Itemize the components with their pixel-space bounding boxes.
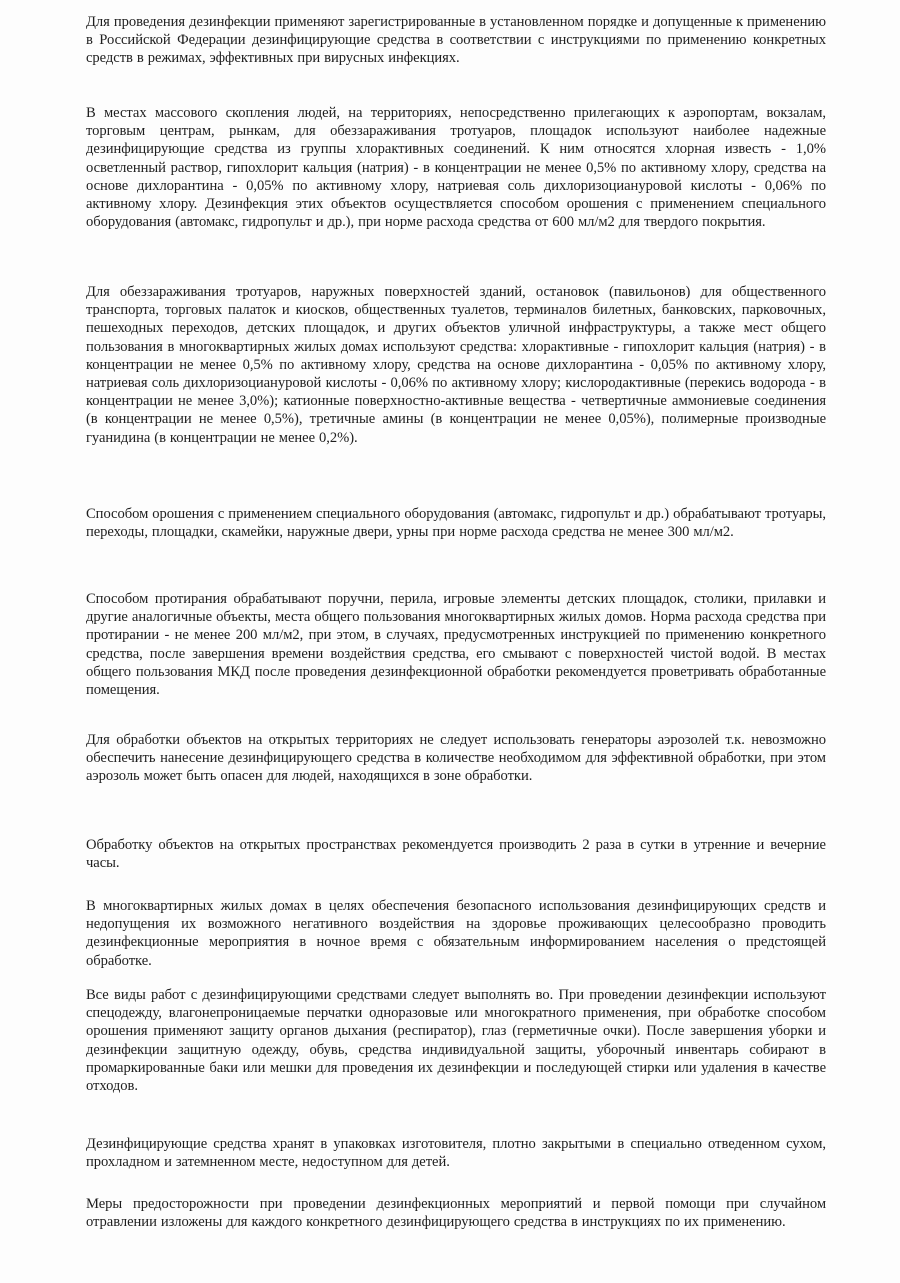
paragraph-aerosol-warning: Для обработки объектов на открытых территориях не следует использовать генераторы аэрозолей т.к. невозможно обеспечить нанесение дезинфицирующего средства в количестве необходимом для эффективной обработки, при этом аэрозоль может быть опасен для людей, находящихся в зоне обработки. [86,732,826,785]
paragraph-apartment-buildings: В многоквартирных жилых домах в целях обеспечения безопасного использования дезинфицирующих средств и недопущения их возможного негативного воздействия на здоровье проживающих целесообразно проводить дезинфекционные мероприятия в ночное время с обязательным информированием населения о предстоящей обработке. [86,898,826,969]
paragraph-irrigation-method: Способом орошения с применением специального оборудования (автомакс, гидропульт и др.) обрабатывают тротуары, переходы, площадки, скамейки, наружные двери, урны при норме расхода средства не менее 300 мл/м2. [86,506,826,541]
paragraph-storage: Дезинфицирующие средства хранят в упаковках изготовителя, плотно закрытыми в специально отведенном сухом, прохладном и затемненном месте, недоступном для детей. [86,1136,826,1171]
paragraph-urban-infrastructure: Для обеззараживания тротуаров, наружных поверхностей зданий, остановок (павильонов) для общественного транспорта, торговых палаток и киосков, общественных туалетов, терминалов билетных, банковских, парковочных, пешеходных переходов, детских площадок, и других объектов уличной инфраструктуры, а также мест общего пользования в многоквартирных жилых домах используют средства: хлорактивные - гипохлорит кальция (натрия) - в концентрации не менее 0,5% по активному хлору, средства на основе дихлорантина - 0,05% по активному хлору, натриевая соль дихлоризоциануровой кислоты - 0,06% по активному хлору; кислородактивные (перекись водорода - в концентрации не менее 3,0%); катионные поверхностно-активные вещества - четвертичные аммониевые соединения (в концентрации не менее 0,5%), третичные амины (в концентрации не менее 0,05%), полимерные производные гуанидина (в концентрации не менее 0,2%). [86,284,826,446]
paragraph-mass-gathering-areas: В местах массового скопления людей, на территориях, непосредственно прилегающих к аэропортам, вокзалам, торговым центрам, рынкам, для обеззараживания тротуаров, площадок используют наиболее надежные дезинфицирующие средства из группы хлорактивных соединений. К ним относятся хлорная известь - 1,0% осветленный раствор, гипохлорит кальция (натрия) - в концентрации не менее 0,5% по активному хлору, средства на основе дихлорантина - 0,05% по активному хлору, натриевая соль дихлоризоциануровой кислоты - 0,06% по активному хлору. Дезинфекция этих объектов осуществляется способом орошения с применением специального оборудования (автомакс, гидропульт и др.), при норме расхода средства от 600 мл/м2 для твердого покрытия. [86,105,826,231]
paragraph-precautions: Меры предосторожности при проведении дезинфекционных мероприятий и первой помощи при случайном отравлении изложены для каждого конкретного дезинфицирующего средства в инструкциях по их применению. [86,1196,826,1231]
paragraph-treatment-frequency: Обработку объектов на открытых пространствах рекомендуется производить 2 раза в сутки в утренние и вечерние часы. [86,837,826,872]
paragraph-protective-equipment: Все виды работ с дезинфицирующими средствами следует выполнять во. При проведении дезинфекции используют спецодежду, влагонепроницаемые перчатки одноразовые или многократного применения, при обработке способом орошения применяют защиту органов дыхания (респиратор), глаз (герметичные очки). После завершения уборки и дезинфекции защитную одежду, обувь, средства индивидуальной защиты, уборочный инвентарь собирают в промаркированные баки или мешки для проведения их дезинфекции и последующей стирки или удаления в качестве отходов. [86,987,826,1095]
paragraph-wiping-method: Способом протирания обрабатывают поручни, перила, игровые элементы детских площадок, столики, прилавки и другие аналогичные объекты, места общего пользования многоквартирных жилых домов. Норма расхода средства при протирании - не менее 200 мл/м2, при этом, в случаях, предусмотренных инструкцией по применению конкретного средства, после завершения времени воздействия средства, его смывают с поверхностей чистой водой. В местах общего пользования МКД после проведения дезинфекционной обработки рекомендуется проветривать обработанные помещения. [86,591,826,699]
paragraph-disinfectant-registration: Для проведения дезинфекции применяют зарегистрированные в установленном порядке и допущенные к применению в Российской Федерации дезинфицирующие средства в соответствии с инструкциями по применению конкретных средств в режимах, эффективных при вирусных инфекциях. [86,14,826,67]
